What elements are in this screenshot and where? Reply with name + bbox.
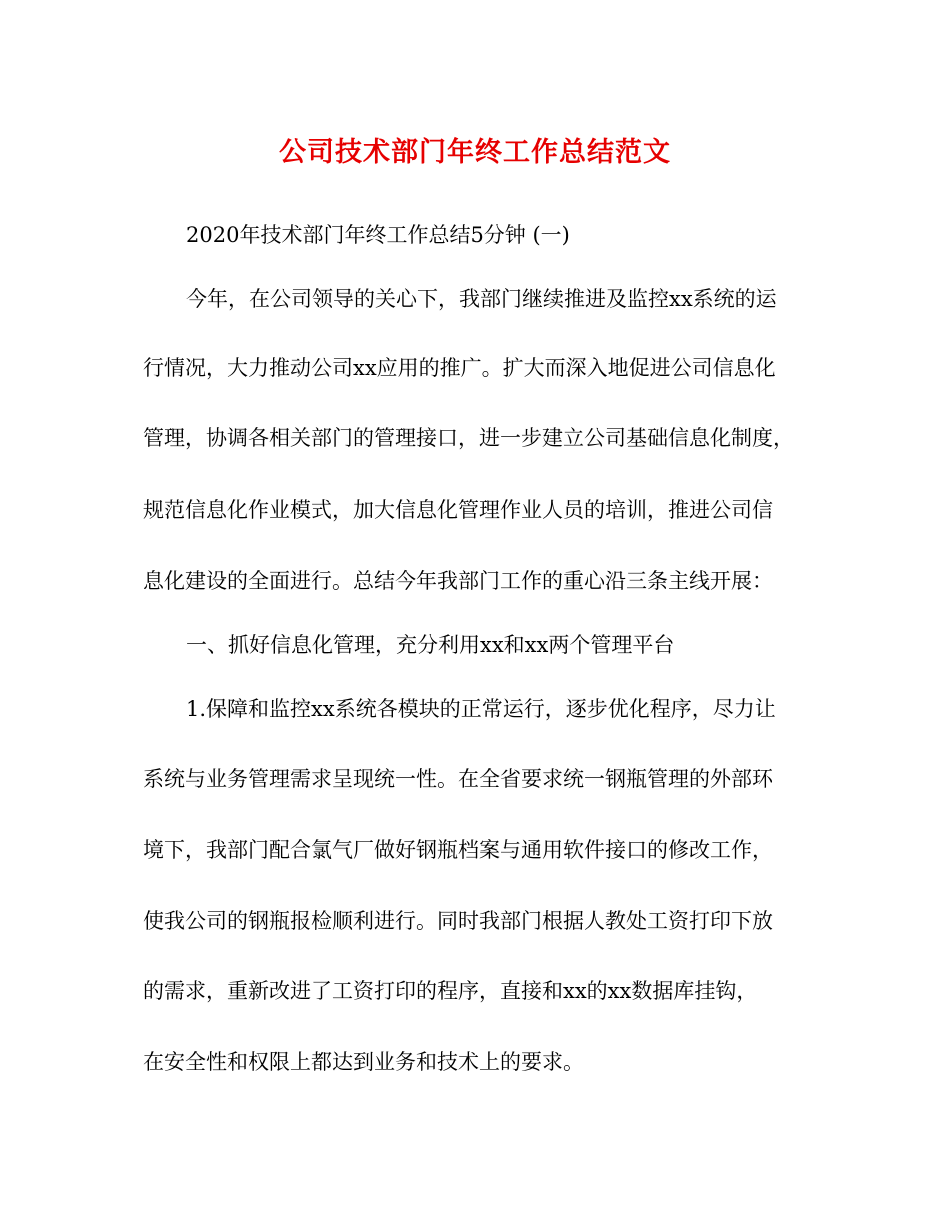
paragraph-line: 规范信息化作业模式，加大信息化管理作业人员的培训，推进公司信 [143,498,773,522]
paragraph-line: 息化建设的全面进行。总结今年我部门工作的重心沿三条主线开展： [143,569,773,593]
paragraph-line: 今年，在公司领导的关心下，我部门继续推进及监控xx系统的运 [186,287,777,311]
document-title: 公司技术部门年终工作总结范文 [279,137,671,168]
paragraph-line: 使我公司的钢瓶报检顺利进行。同时我部门根据人教处工资打印下放 [143,909,773,933]
paragraph-line: 在安全性和权限上都达到业务和技术上的要求。 [143,1050,584,1074]
section-heading: 2020年技术部门年终工作总结5分钟 (一) [186,223,570,247]
paragraph-line: 的需求，重新改进了工资打印的程序，直接和xx的xx数据库挂钩， [143,979,758,1003]
paragraph-line: 管理，协调各相关部门的管理接口，进一步建立公司基础信息化制度， [143,426,794,450]
subsection-heading: 一、抓好信息化管理，充分利用xx和xx两个管理平台 [186,633,675,657]
paragraph-line: 行情况，大力推动公司xx应用的推广。扩大而深入地促进公司信息化 [143,356,776,380]
paragraph-line: 系统与业务管理需求呈现统一性。在全省要求统一钢瓶管理的外部环 [143,767,773,791]
paragraph-line: 1.保障和监控xx系统各模块的正常运行，逐步优化程序，尽力让 [186,697,776,721]
paragraph-line: 境下，我部门配合氯气厂做好钢瓶档案与通用软件接口的修改工作， [143,838,773,862]
